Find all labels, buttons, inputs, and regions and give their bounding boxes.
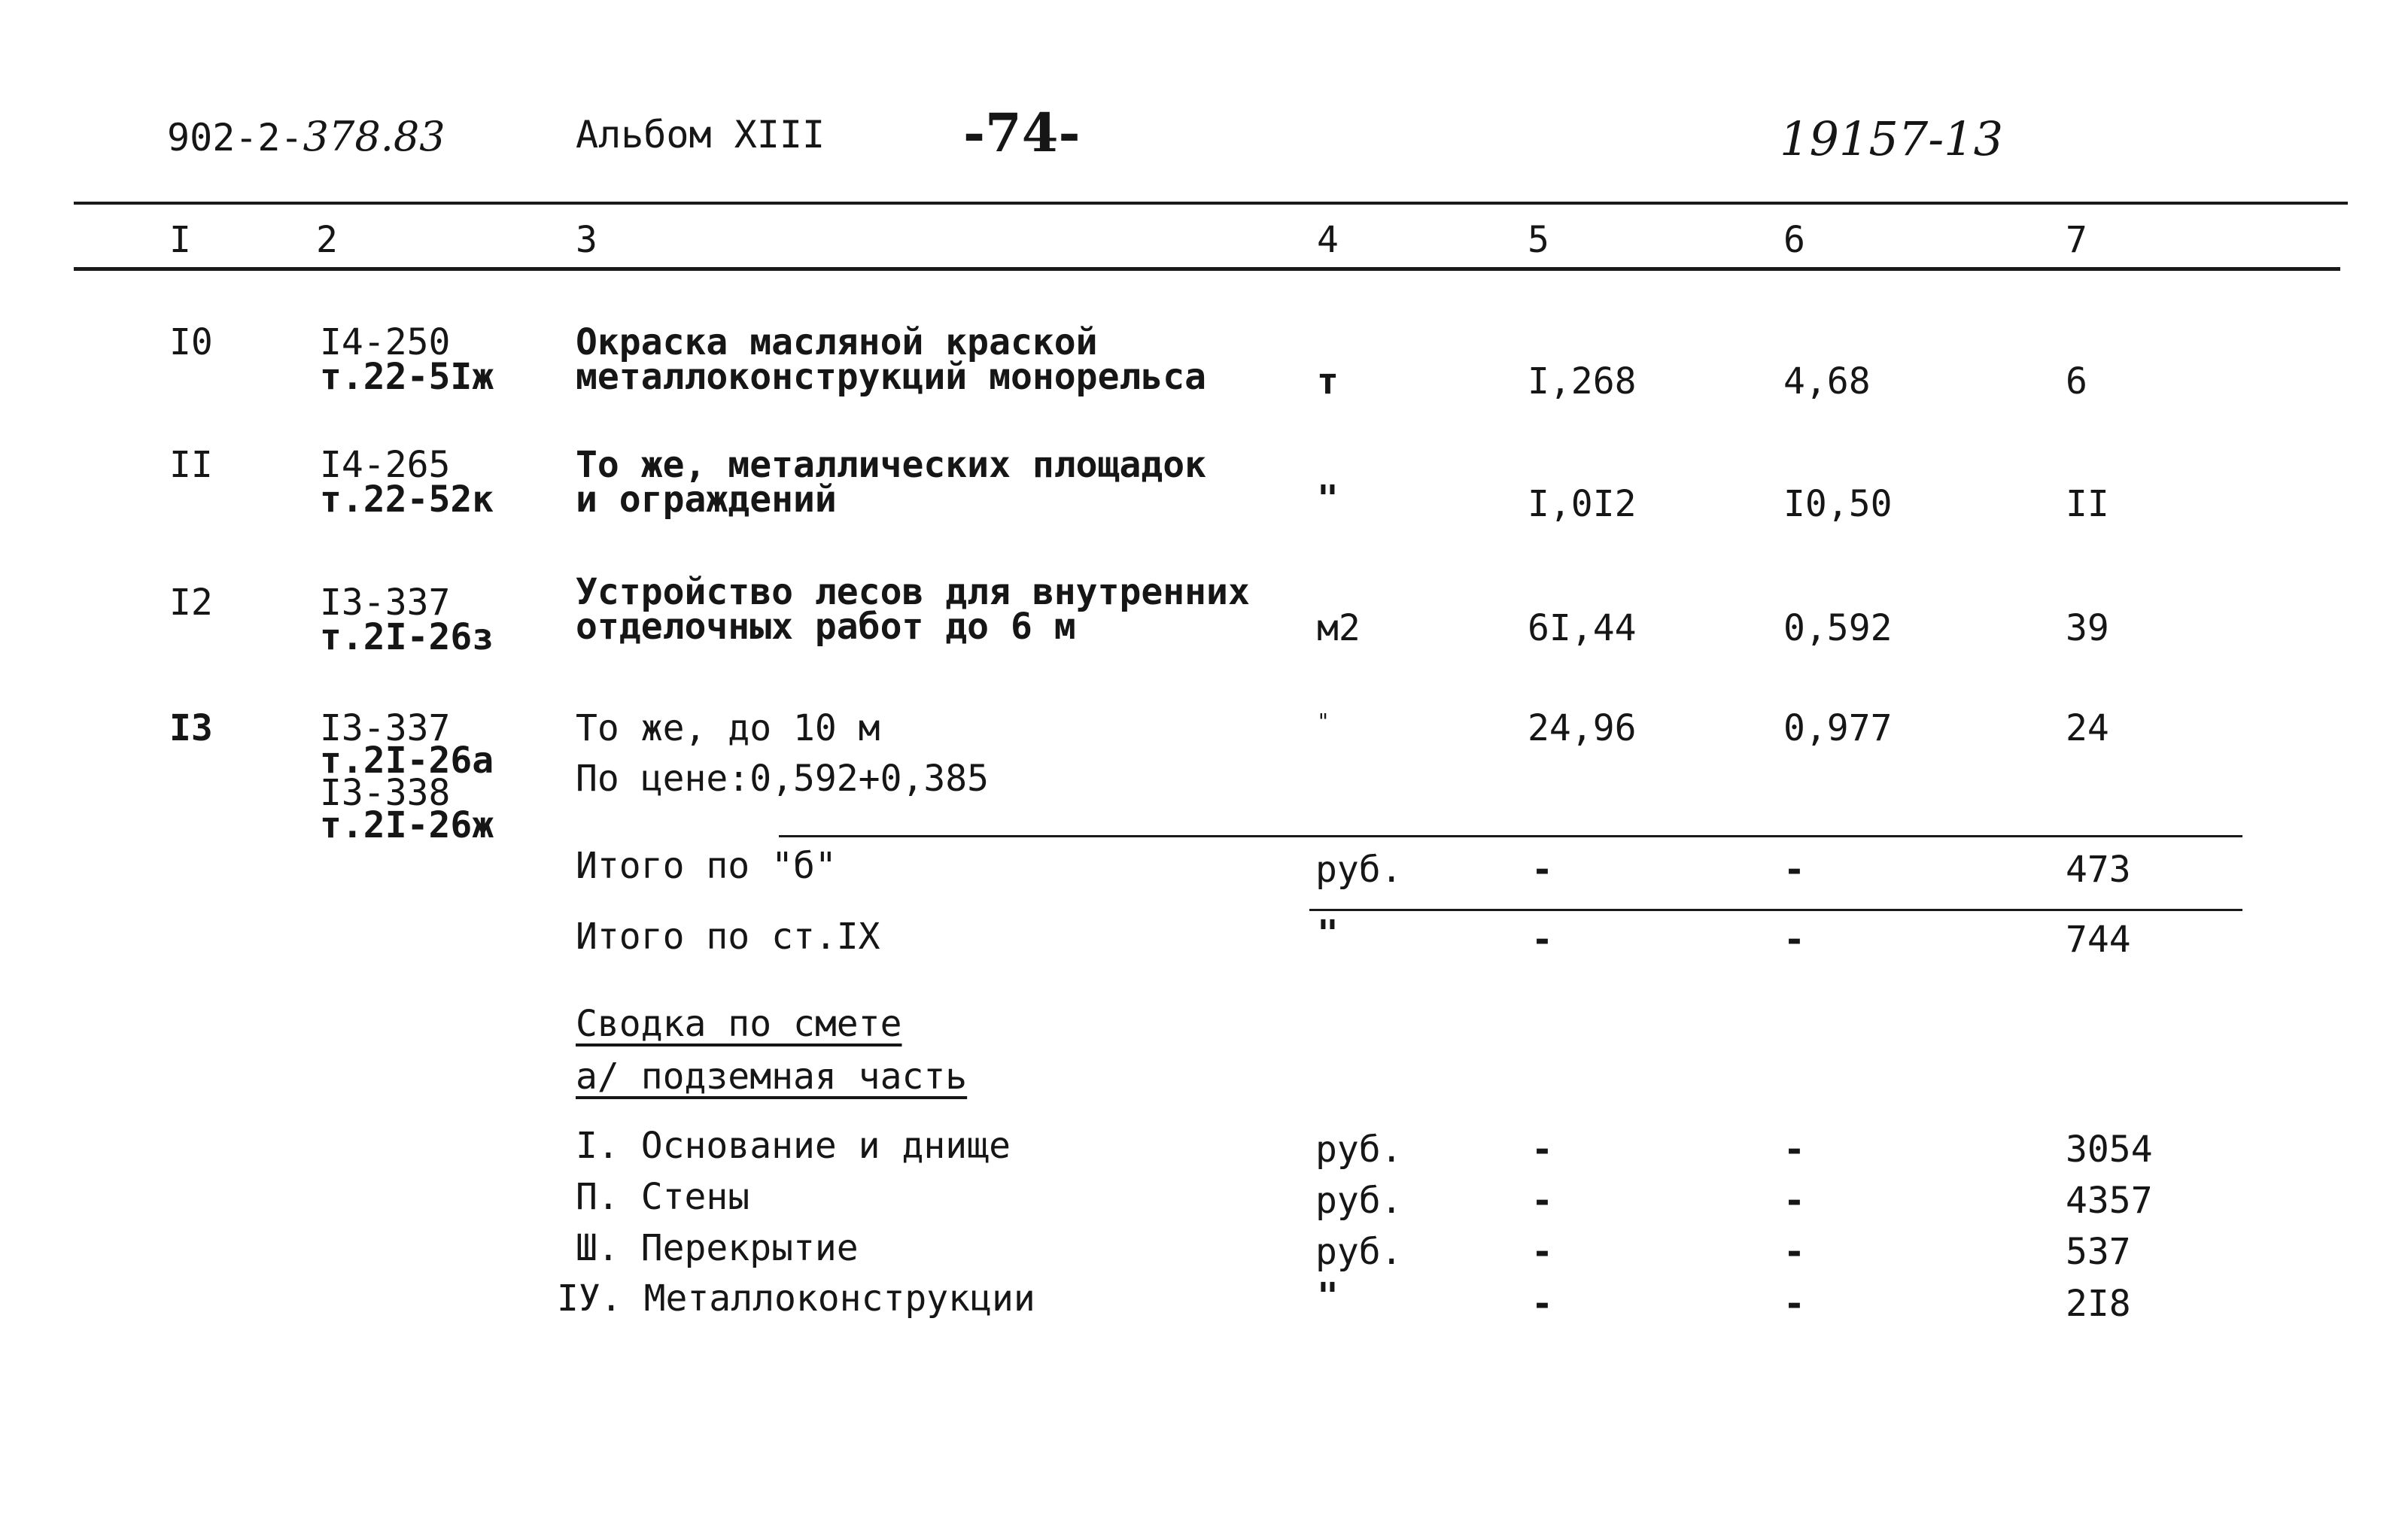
row-unit: т xyxy=(1317,360,1339,403)
row-code-table: т.2I-26а xyxy=(320,740,494,782)
column-header-2: 2 xyxy=(316,219,338,261)
row-unit-price: 0,977 xyxy=(1783,707,1893,749)
subtotal-unit: руб. xyxy=(1315,849,1403,891)
row-total: II xyxy=(2066,483,2109,525)
document-code xyxy=(167,113,445,160)
column-header-1: I xyxy=(169,219,191,261)
row-code: I3-337 xyxy=(320,582,451,624)
total-quantity: - xyxy=(1531,919,1553,961)
summary-item-price: - xyxy=(1783,1231,1805,1273)
row-quantity: I,268 xyxy=(1528,360,1637,403)
album-label: Альбом XIII xyxy=(576,113,825,156)
summary-item-total: 4357 xyxy=(2066,1180,2153,1222)
summary-item-quantity: - xyxy=(1531,1283,1553,1325)
summary-item-label: I. Основание и днище xyxy=(576,1125,1011,1167)
summary-subtitle: а/ подземная часть xyxy=(576,1056,968,1098)
page-number: -74- xyxy=(963,102,1081,164)
row-quantity: 6I,44 xyxy=(1528,607,1637,649)
row-unit-price: 4,68 xyxy=(1783,360,1871,403)
row-code: I3-338 xyxy=(320,772,451,814)
row-unit-price: 0,592 xyxy=(1783,607,1893,649)
row-description-line: отделочных работ до 6 м xyxy=(576,606,1076,648)
row-description-line: То же, до 10 м xyxy=(576,707,880,749)
summary-item-unit: руб. xyxy=(1315,1129,1403,1171)
subtotal-total: 473 xyxy=(2066,849,2131,891)
column-header-6: 6 xyxy=(1783,219,1805,261)
total-unit: " xyxy=(1317,913,1339,955)
row-code: I4-265 xyxy=(320,444,451,486)
summary-item-total: 2I8 xyxy=(2066,1283,2131,1325)
column-header-3: 3 xyxy=(576,219,597,261)
column-header-7: 7 xyxy=(2066,219,2087,261)
row-unit-price: I0,50 xyxy=(1783,483,1893,525)
summary-item-quantity: - xyxy=(1531,1129,1553,1171)
total-label: Итого по ст.IX xyxy=(576,916,880,958)
total-rule xyxy=(1309,909,2242,911)
row-number: I3 xyxy=(169,707,213,749)
subtotal-price: - xyxy=(1783,849,1805,891)
document-code-prefix: 902-2- xyxy=(167,116,303,159)
summary-item-label: IУ. Металлоконструкции xyxy=(557,1277,1035,1320)
subtotal-rule xyxy=(779,835,2242,837)
row-quantity: I,0I2 xyxy=(1528,483,1637,525)
column-header-5: 5 xyxy=(1528,219,1549,261)
row-unit: " xyxy=(1317,709,1330,734)
row-unit: " xyxy=(1317,478,1339,520)
summary-item-unit: руб. xyxy=(1315,1180,1403,1222)
row-description-line: То же, металлических площадок xyxy=(576,444,1207,486)
row-code-table: т.22-52к xyxy=(320,478,494,521)
table-header-rule xyxy=(74,267,2340,271)
row-total: 39 xyxy=(2066,607,2109,649)
row-total: 6 xyxy=(2066,360,2087,403)
column-header-4: 4 xyxy=(1317,219,1339,261)
summary-item-label: П. Стены xyxy=(576,1176,750,1218)
row-description-line: и ограждений xyxy=(576,478,837,521)
summary-item-price: - xyxy=(1783,1283,1805,1325)
row-code: I4-250 xyxy=(320,321,451,363)
row-code-table: т.2I-26з xyxy=(320,616,494,658)
row-description-line: Устройство лесов для внутренних xyxy=(576,571,1250,613)
summary-item-total: 537 xyxy=(2066,1231,2131,1273)
total-total: 744 xyxy=(2066,919,2131,961)
summary-item-quantity: - xyxy=(1531,1231,1553,1273)
summary-item-price: - xyxy=(1783,1180,1805,1222)
table-top-rule xyxy=(74,202,2348,205)
row-code-table: т.22-5Iж xyxy=(320,356,494,398)
row-code: I3-337 xyxy=(320,707,451,749)
summary-item-price: - xyxy=(1783,1129,1805,1171)
inventory-number: 19157-13 xyxy=(1780,111,2004,166)
summary-item-unit: " xyxy=(1317,1275,1339,1317)
row-number: I2 xyxy=(169,582,213,624)
row-total: 24 xyxy=(2066,707,2109,749)
subtotal-quantity: - xyxy=(1531,849,1553,891)
subtotal-label: Итого по "б" xyxy=(576,845,837,887)
row-code-table: т.2I-26ж xyxy=(320,804,494,846)
row-description-line: металлоконструкций монорельса xyxy=(576,356,1207,398)
row-number: I0 xyxy=(169,321,213,363)
summary-item-total: 3054 xyxy=(2066,1129,2153,1171)
summary-item-label: Ш. Перекрытие xyxy=(576,1227,859,1269)
row-description-line: Окраска масляной краской xyxy=(576,321,1098,363)
summary-title: Сводка по смете xyxy=(576,1003,902,1045)
document-code-handwritten: 378.83 xyxy=(303,113,445,160)
summary-item-unit: руб. xyxy=(1315,1231,1403,1273)
row-description-line: По цене:0,592+0,385 xyxy=(576,758,990,800)
summary-item-quantity: - xyxy=(1531,1180,1553,1222)
total-price: - xyxy=(1783,919,1805,961)
row-quantity: 24,96 xyxy=(1528,707,1637,749)
row-unit: м2 xyxy=(1317,607,1361,649)
row-number: II xyxy=(169,444,213,486)
